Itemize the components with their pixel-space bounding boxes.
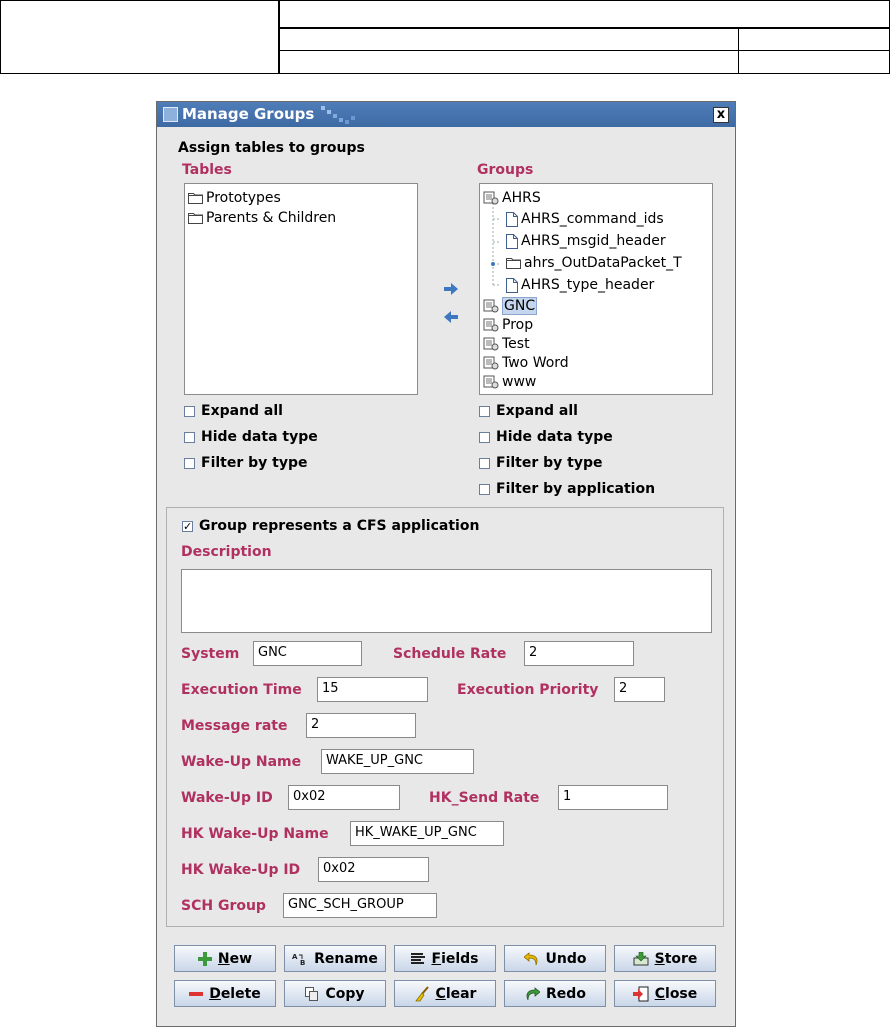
wake-up-name-input[interactable]: WAKE_UP_GNC	[321, 749, 474, 774]
schedule-rate-input[interactable]: 2	[524, 641, 634, 666]
document-header-table	[0, 0, 890, 74]
tree-item-prototypes[interactable]	[188, 190, 281, 206]
hk-wake-up-id-input[interactable]: 0x02	[318, 857, 429, 882]
fields-button[interactable]	[394, 945, 496, 972]
close-button[interactable]	[614, 980, 716, 1007]
checkbox-checked-icon[interactable]: ✓	[183, 519, 193, 533]
tree-connector-lines	[491, 203, 505, 295]
system-label: System	[181, 646, 240, 662]
header-cell	[739, 27, 889, 51]
redo-icon	[524, 987, 540, 1001]
group-details-panel	[166, 507, 724, 927]
header-cell	[278, 27, 739, 51]
group-table-item[interactable]	[506, 255, 682, 271]
document-icon	[506, 234, 518, 249]
button-label: lose	[665, 985, 698, 1002]
execution-time-label: Execution Time	[181, 682, 302, 698]
execution-priority-label: Execution Priority	[457, 682, 599, 698]
button-label: tore	[664, 950, 698, 967]
checkbox-label: Filter by type	[496, 455, 603, 471]
checkbox-label: Group represents a CFS application	[199, 518, 480, 534]
checkbox-label: Expand all	[496, 403, 578, 419]
folder-icon	[188, 212, 203, 224]
store-button[interactable]	[614, 945, 716, 972]
group-item-prop[interactable]	[483, 317, 533, 333]
tables-hide-data-type-checkbox[interactable]	[184, 429, 318, 445]
group-icon	[483, 356, 499, 370]
execution-priority-input[interactable]: 2	[614, 677, 665, 702]
copy-button[interactable]	[284, 980, 386, 1007]
svg-text:B: B	[300, 958, 306, 966]
sch-group-input[interactable]: GNC_SCH_GROUP	[283, 893, 437, 918]
tree-item-label: Parents & Children	[206, 210, 337, 226]
header-cell	[278, 50, 739, 73]
group-item-label-selected: GNC	[504, 298, 536, 314]
rename-button[interactable]	[284, 945, 386, 972]
group-item-label: AHRS	[502, 190, 541, 206]
button-label: Copy	[325, 985, 365, 1002]
group-item-label: AHRS_msgid_header	[521, 233, 666, 249]
tables-expand-all-checkbox[interactable]	[184, 403, 283, 419]
wake-up-name-label: Wake-Up Name	[181, 754, 302, 770]
document-icon	[506, 278, 518, 293]
checkbox-box[interactable]	[184, 458, 195, 469]
tree-item-parents-children[interactable]	[188, 210, 336, 226]
hk-wake-up-id-label: HK Wake-Up ID	[181, 862, 301, 878]
tables-filter-by-type-checkbox[interactable]	[184, 455, 307, 471]
window-title: Manage Groups	[182, 105, 315, 123]
broom-icon	[414, 986, 430, 1002]
checkbox-box[interactable]	[479, 406, 490, 417]
arrow-right-icon[interactable]	[444, 283, 458, 295]
group-item-ahrs[interactable]	[483, 190, 541, 206]
tree-item-label: Prototypes	[206, 190, 281, 206]
button-label: ields	[441, 950, 479, 967]
new-button[interactable]	[174, 945, 276, 972]
undo-icon	[524, 952, 540, 966]
window-icon	[163, 107, 178, 122]
minus-icon	[189, 987, 203, 1001]
mnemonic-letter: C	[654, 985, 666, 1002]
folder-icon	[506, 257, 521, 269]
close-window-icon[interactable]: x	[713, 107, 729, 123]
button-label: elete	[220, 985, 261, 1002]
checkbox-box[interactable]	[184, 406, 195, 417]
hk-wake-up-name-input[interactable]: HK_WAKE_UP_GNC	[350, 821, 504, 846]
sch-group-label: SCH Group	[181, 898, 266, 914]
schedule-rate-label: Schedule Rate	[393, 646, 507, 662]
header-cell	[739, 50, 889, 73]
arrow-left-icon[interactable]	[444, 311, 458, 323]
manage-groups-dialog	[156, 101, 736, 1027]
group-item-label: Two Word	[502, 355, 569, 371]
undo-button[interactable]	[504, 945, 606, 972]
button-label: ew	[229, 950, 253, 967]
dialog-heading: Assign tables to groups	[178, 140, 365, 156]
header-cell	[278, 1, 889, 29]
group-item-label: Prop	[502, 317, 534, 333]
message-rate-label: Message rate	[181, 718, 288, 734]
group-item-label: Test	[502, 336, 530, 352]
mnemonic-letter: N	[217, 950, 230, 967]
fields-icon	[411, 953, 425, 965]
svg-text:A: A	[292, 952, 298, 961]
copy-icon	[305, 987, 319, 1001]
mnemonic-letter: C	[435, 985, 446, 1002]
title-decoration-icon	[319, 104, 369, 126]
plus-icon	[198, 952, 212, 966]
checkbox-box[interactable]	[479, 484, 490, 495]
checkbox-box[interactable]	[479, 458, 490, 469]
checkbox-label: Hide data type	[201, 429, 318, 445]
checkbox-label: Hide data type	[496, 429, 613, 445]
document-icon	[506, 212, 518, 227]
group-item-gnc[interactable]	[483, 297, 537, 315]
groups-filter-by-application-checkbox[interactable]	[479, 481, 655, 497]
group-item-label: ahrs_OutDataPacket_T	[524, 255, 682, 271]
hk-wake-up-name-label: HK Wake-Up Name	[181, 826, 329, 842]
description-textarea[interactable]	[181, 569, 712, 633]
checkbox-label: Expand all	[201, 403, 283, 419]
button-label: Undo	[545, 950, 587, 967]
group-item-label: AHRS_type_header	[521, 277, 655, 293]
cfs-application-checkbox[interactable]	[182, 518, 479, 534]
message-rate-input[interactable]: 2	[306, 713, 416, 738]
group-icon	[483, 299, 499, 313]
wake-up-id-label: Wake-Up ID	[181, 790, 273, 806]
group-table-item[interactable]	[506, 277, 654, 293]
group-icon	[483, 191, 499, 205]
rename-icon	[292, 952, 308, 966]
exit-door-icon	[633, 986, 649, 1002]
hk-send-rate-label: HK_Send Rate	[429, 790, 540, 806]
group-item-label: www	[502, 374, 537, 390]
header-cell	[1, 1, 280, 73]
mnemonic-letter: F	[431, 950, 442, 967]
group-table-item[interactable]	[506, 233, 666, 249]
store-icon	[633, 952, 649, 966]
group-item-www[interactable]	[483, 374, 536, 390]
checkbox-label: Filter by type	[201, 455, 308, 471]
group-table-item[interactable]	[506, 211, 664, 227]
delete-button[interactable]	[174, 980, 276, 1007]
button-label: Redo	[546, 985, 586, 1002]
description-label: Description	[181, 544, 272, 560]
checkbox-box[interactable]	[184, 432, 195, 443]
groups-expand-all-checkbox[interactable]	[479, 403, 578, 419]
tables-label: Tables	[182, 162, 232, 178]
group-item-label: AHRS_command_ids	[521, 211, 664, 227]
group-item-two-word[interactable]	[483, 355, 569, 371]
mnemonic-letter: S	[654, 950, 665, 967]
button-label: Rename	[314, 950, 378, 967]
group-icon	[483, 375, 499, 389]
groups-tree[interactable]	[479, 183, 713, 395]
mnemonic-letter: D	[209, 985, 221, 1002]
group-icon	[483, 318, 499, 332]
title-bar[interactable]	[157, 102, 735, 127]
execution-time-input[interactable]: 15	[317, 677, 428, 702]
group-icon	[483, 337, 499, 351]
checkbox-box[interactable]	[479, 432, 490, 443]
tables-tree[interactable]	[184, 183, 418, 395]
wake-up-id-input[interactable]: 0x02	[288, 785, 400, 810]
groups-hide-data-type-checkbox[interactable]	[479, 429, 613, 445]
groups-filter-by-type-checkbox[interactable]	[479, 455, 602, 471]
hk-send-rate-input[interactable]: 1	[558, 785, 668, 810]
button-label: lear	[445, 985, 477, 1002]
group-item-test[interactable]	[483, 336, 530, 352]
folder-icon	[188, 192, 203, 204]
groups-label: Groups	[477, 162, 534, 178]
system-input[interactable]: GNC	[253, 641, 362, 666]
clear-button[interactable]	[394, 980, 496, 1007]
redo-button[interactable]	[504, 980, 606, 1007]
checkbox-label: Filter by application	[496, 481, 656, 497]
